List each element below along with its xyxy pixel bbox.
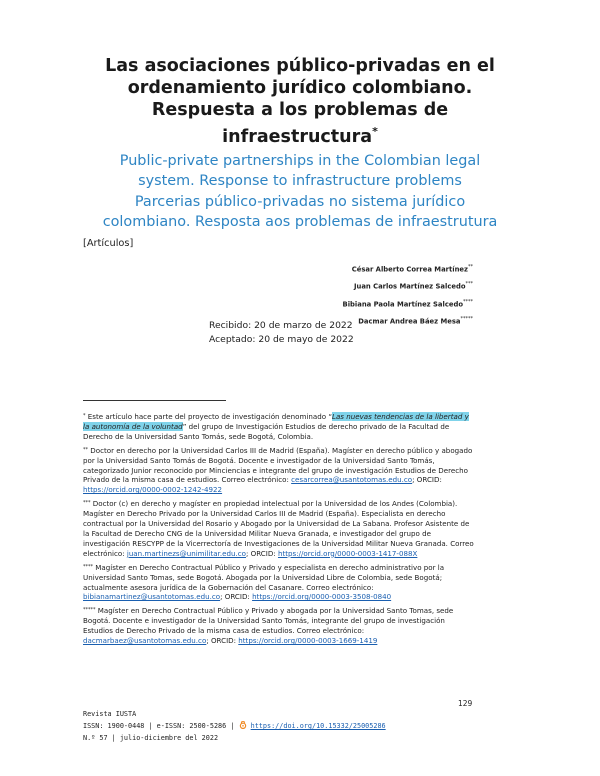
orcid-link[interactable]: https://orcid.org/0000-0003-1417-088X [277, 548, 418, 558]
footnote-mark: * [83, 413, 86, 419]
journal-name: Revista IUSTA [83, 710, 137, 718]
author-footnote-mark: **** [463, 298, 473, 305]
orcid-label: ; ORCID: [220, 592, 253, 602]
footnote-mark: ***** [83, 607, 96, 614]
subtitle-line: Public-private partnerships in the Colombian legal [119, 153, 481, 169]
footnote-text: Doctor en derecho por la Universidad Carlos III de Madrid (España). Magíster en derecho público y abogado por la Universidad Santo Tomás de Bogotá. Docente e investigador de la Universidad Santo Tomás, categorizado Junior reconocido por Minciencias e integrante del grupo de investigación Estudios de Derecho Privado de la misma casa de estudios. Correo electrónico: [83, 445, 473, 485]
accepted-date: Aceptado: 20 de mayo de 2022 [209, 334, 354, 345]
footnote [83, 446, 476, 496]
doi-link[interactable]: https://doi.org/10.15332/25005286 [250, 722, 386, 730]
author-name [343, 260, 473, 277]
title-line: Las asociaciones público-privadas en el [105, 56, 495, 76]
journal-issn-line [83, 720, 386, 732]
subtitle-english [60, 151, 540, 191]
footnote-divider [83, 400, 226, 401]
journal-issn: ISSN: 1900-0448 | e-ISSN: 2500-5286 | [83, 722, 235, 730]
title-line: Respuesta a los problemas de [151, 100, 449, 120]
author-name-text: César Alberto Correa Martínez [351, 265, 468, 274]
author-name [343, 277, 473, 294]
orcid-label: ; ORCID: [246, 548, 278, 558]
footnote [83, 499, 476, 558]
title-last-word: infraestructura [222, 126, 373, 147]
journal-issue: N.º 57 | julio-diciembre del 2022 [83, 734, 219, 742]
author-name-text: Dacmar Andrea Báez Mesa [358, 317, 461, 326]
subtitle-line: colombiano. Resposta aos problemas de infraestrutura [102, 214, 498, 230]
footnote-text: Este artículo hace parte del proyecto de investigación denominado “ [87, 412, 332, 421]
orcid-label: ; ORCID: [412, 475, 442, 485]
title-footnote-mark: * [372, 125, 378, 138]
author-name-text: Bibiana Paola Martínez Salcedo [342, 299, 463, 308]
author-name-text: Juan Carlos Martínez Salcedo [353, 282, 466, 291]
footnote [83, 606, 476, 646]
open-access-icon [239, 721, 247, 729]
title-line [70, 121, 530, 148]
email-link[interactable]: bibianamartinez@usantotomas.edu.co [83, 592, 221, 602]
orcid-link[interactable]: https://orcid.org/0000-0002-1242-4922 [83, 485, 223, 495]
section-label: [Artículos] [83, 238, 134, 249]
subtitle-line: Parcerias público-privadas no sistema jurídico [134, 194, 466, 210]
title-line: ordenamiento jurídico colombiano. [127, 78, 473, 98]
footnote-mark: ** [83, 446, 88, 453]
orcid-link[interactable]: https://orcid.org/0000-0003-1669-1419 [238, 636, 378, 646]
author-name [343, 295, 473, 312]
email-link[interactable]: cesarcorrea@usantotomas.edu.co [291, 475, 413, 485]
footnote-mark: **** [83, 563, 93, 570]
subtitle-line: system. Response to infrastructure problems [138, 173, 462, 189]
footnote [83, 563, 476, 603]
orcid-label: ; ORCID: [206, 636, 239, 646]
received-date: Recibido: 20 de marzo de 2022 [209, 320, 353, 331]
article-title [70, 55, 530, 148]
email-link[interactable]: dacmarbaez@usantotomas.edu.co [83, 636, 207, 646]
footnote-text: ” del grupo de Investigación Estudios de derecho privado de la Facultad de Derecho de la Universidad Santo Tomás, sede Bogotá, Colombia. [83, 421, 450, 441]
orcid-link[interactable]: https://orcid.org/0000-0003-3508-0840 [252, 592, 392, 602]
author-name [343, 312, 473, 329]
footnote-text: Magíster en Derecho Contractual Público y Privado y abogada por la Universidad Santo Tomas, sede Bogotá. Docente e investigador de la Universidad Santo Tomás, integrante del grupo de investigación Estudios de Derecho Privado de la misma casa de estudios. Correo electrónico: [83, 606, 454, 636]
author-footnote-mark: ** [468, 264, 473, 270]
footnotes [83, 412, 476, 650]
footnote-text: Doctor (c) en derecho y magíster en propiedad intelectual por la Universidad de los Andes (Colombia). Magíster en Derecho Privado por la Universidad Carlos III de Madrid (España). Especialista en derecho contractual por la Universidad del Rosario y Abogado por la Universidad de La Sabana. Profesor Asistente de la Facultad de Derecho CNG de la Universidad Militar Nueva Granada, e investigador del grupo de investigación RESCYPP de la Vicerrectoría de Investigaciones de la Universidad Militar Nueva Granada. Correo electrónico: [83, 499, 474, 558]
email-link[interactable]: juan.martinezs@unimilitar.edu.co [126, 548, 246, 558]
author-footnote-mark: *** [465, 281, 473, 288]
journal-footer [83, 708, 386, 744]
page-number: 129 [458, 699, 473, 708]
subtitle-portuguese [60, 192, 540, 232]
author-list [343, 260, 473, 329]
footnote [83, 412, 476, 442]
footnote-text: Magíster en Derecho Contractual Público y Privado y especialista en derecho administrativo por la Universidad Santo Tomas, sede Bogotá. Abogada por la Universidad Libre de Colombia, sede Bogotá; actualmente asesora jurídica de la Gobernación del Casanare. Correo electrónico: [83, 562, 445, 592]
article-dates [209, 319, 354, 347]
footnote-mark: *** [83, 500, 91, 507]
author-footnote-mark: ***** [460, 315, 473, 322]
highlighted-project-name: Las nuevas tendencias de la libertad y la autonomía de la voluntad [83, 412, 469, 431]
